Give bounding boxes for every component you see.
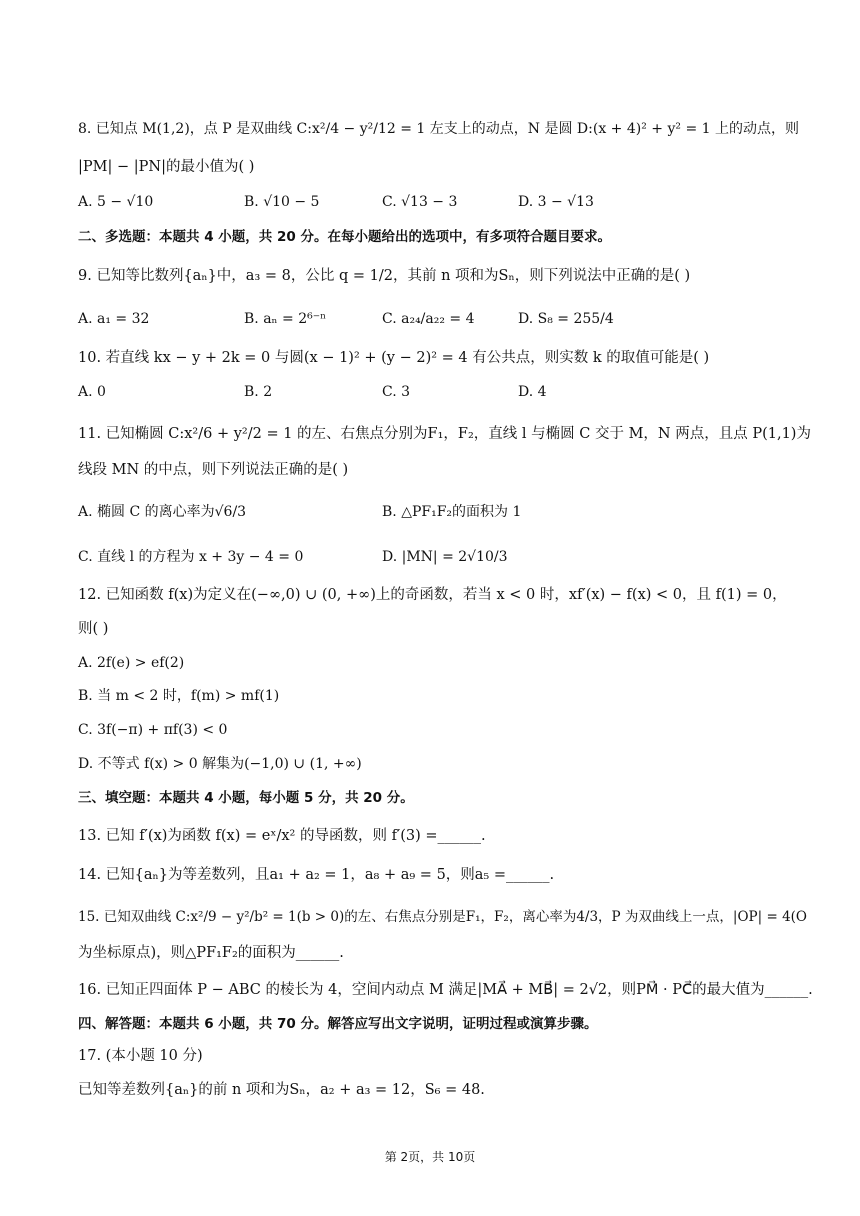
section-heading-multiple-choice: 二、多选题：本题共 4 小题，共 20 分。在每小题给出的选项中，有多项符合题目要求。 xyxy=(78,229,611,245)
q10-option-b: B. 2 xyxy=(244,384,273,400)
q10-option-a: A. 0 xyxy=(78,384,106,400)
q11-option-b: B. △PF₁F₂的面积为 1 xyxy=(382,504,522,520)
q8-option-d: D. 3 − √13 xyxy=(518,194,594,210)
q9-option-b: B. aₙ = 2⁶⁻ⁿ xyxy=(244,311,327,327)
q10-option-c: C. 3 xyxy=(382,384,411,400)
q15-stem-line1: 15. 已知双曲线 C:x²/9 − y²/b² = 1(b > 0)的左、右焦点分别是F₁，F₂，离心率为4/3，P 为双曲线上一点，|OP| = 4(O xyxy=(78,909,807,925)
q12-option-d: D. 不等式 f(x) > 0 解集为(−1,0) ∪ (1, +∞) xyxy=(78,756,362,772)
q8-stem-line1: 8. 已知点 M(1,2)，点 P 是双曲线 C:x²/4 − y²/12 = 1 左支上的动点，N 是圆 D:(x + 4)² + y² = 1 上的动点，则 xyxy=(78,121,799,137)
section-heading-fill-in: 三、填空题：本题共 4 小题，每小题 5 分，共 20 分。 xyxy=(78,790,414,806)
q12-option-a: A. 2f(e) > ef(2) xyxy=(78,655,185,671)
q8-stem-line2: |PM| − |PN|的最小值为( ) xyxy=(78,159,255,175)
q8-option-a: A. 5 − √10 xyxy=(78,194,154,210)
q9-option-d: D. S₈ = 255/4 xyxy=(518,311,614,327)
q12-stem-line2: 则( ) xyxy=(78,621,109,637)
page-number-footer: 第 2页，共 10页 xyxy=(384,1150,476,1164)
q9-stem: 9. 已知等比数列{aₙ}中，a₃ = 8，公比 q = 1/2，其前 n 项和为Sₙ，则下列说法中正确的是( ) xyxy=(78,268,691,284)
q11-option-a: A. 椭圆 C 的离心率为√6/3 xyxy=(78,504,247,520)
q12-option-c: C. 3f(−π) + πf(3) < 0 xyxy=(78,722,228,738)
q12-option-b: B. 当 m < 2 时，f(m) > mf(1) xyxy=(78,688,280,704)
section-heading-answer: 四、解答题：本题共 6 小题，共 70 分。解答应写出文字说明，证明过程或演算步骤。 xyxy=(78,1016,598,1032)
q10-option-d: D. 4 xyxy=(518,384,547,400)
q15-stem-line2: 为坐标原点)，则△PF₁F₂的面积为______. xyxy=(78,945,344,961)
q11-stem-line1: 11. 已知椭圆 C:x²/6 + y²/2 = 1 的左、右焦点分别为F₁，F₂，直线 l 与椭圆 C 交于 M，N 两点，且点 P(1,1)为 xyxy=(78,426,811,442)
q17-title: 17. (本小题 10 分) xyxy=(78,1048,203,1064)
q8-option-c: C. √13 − 3 xyxy=(382,194,458,210)
q11-option-d: D. |MN| = 2√10/3 xyxy=(382,549,508,565)
q17-stem: 已知等差数列{aₙ}的前 n 项和为Sₙ，a₂ + a₃ = 12，S₆ = 48. xyxy=(78,1082,485,1098)
q14-stem: 14. 已知{aₙ}为等差数列，且a₁ + a₂ = 1，a₈ + a₉ = 5，则a₅ =______. xyxy=(78,867,555,883)
q9-option-a: A. a₁ = 32 xyxy=(78,311,150,327)
q11-option-c: C. 直线 l 的方程为 x + 3y − 4 = 0 xyxy=(78,549,304,565)
q11-stem-line2: 线段 MN 的中点，则下列说法正确的是( ) xyxy=(78,462,349,478)
q8-option-b: B. √10 − 5 xyxy=(244,194,320,210)
q12-stem-line1: 12. 已知函数 f(x)为定义在(−∞,0) ∪ (0, +∞)上的奇函数，若当 x < 0 时，xf′(x) − f(x) < 0，且 f(1) = 0， xyxy=(78,587,787,603)
q16-stem: 16. 已知正四面体 P − ABC 的棱长为 4，空间内动点 M 满足|MA⃗ + MB⃗| = 2√2，则PM⃗ · PC⃗的最大值为______. xyxy=(78,982,813,998)
q9-option-c: C. a₂₄/a₂₂ = 4 xyxy=(382,311,475,327)
q10-stem: 10. 若直线 kx − y + 2k = 0 与圆(x − 1)² + (y − 2)² = 4 有公共点，则实数 k 的取值可能是( ) xyxy=(78,350,710,366)
q13-stem: 13. 已知 f′(x)为函数 f(x) = eˣ/x² 的导函数，则 f′(3) =______. xyxy=(78,828,486,844)
